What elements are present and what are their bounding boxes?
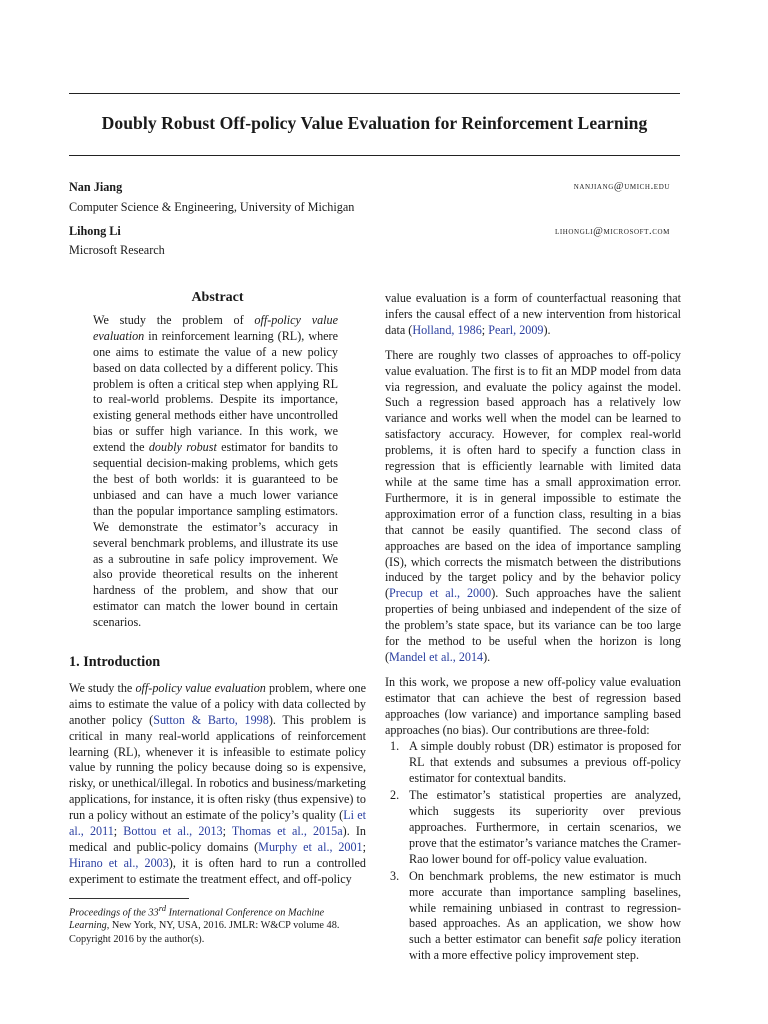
citation-link[interactable]: Precup et al., 2000 [389,586,492,601]
abstract-heading: Abstract [191,290,244,305]
right-paragraph-3: In this work, we propose a new off-policy value evaluation estimator that can achieve the best of regression based approaches (low variance) and importance sampling based approaches (no bias). Our contributions are three-fold: [385,674,681,737]
intro-paragraph: We study the off-policy value evaluation problem, where one aims to estimate the value of a policy with data collected by another policy (Sutton & Barto, 1998). This problem is critical in many real-world applications of reinforcement learning (RL), whenever it is infeasible to estimate policy value by running the policy because doing so is expensive, risky, or unethical/illegal. In robotics and business/marketing applications, for instance, it is often risky (thus expensive) to run a policy without an estimate of the policy’s quality (Li et al., 2011; Bottou et al., 2013; Thomas et al., 2015a). In medical and public-policy domains (Murphy et al., 2001; Hirano et al., 2003), it is often hard to run a controlled experiment to estimate the treatment effect, and off-policy [69,680,366,886]
footnote-text: Proceedings of the 33rd International Conference on Machine Learning, New York, NY, USA, 2016. JMLR: W&CP volume 48. Copyright 2016 by the author(s). [69,902,340,945]
citation-link[interactable]: Pearl, 2009 [488,322,544,337]
author-email-1: nanjiang@umich.edu [573,181,670,192]
abstract-body [69,313,366,631]
right-paragraph-1: value evaluation is a form of counterfactual reasoning that infers the causal effect of a new intervention from historical data (Holland, 1986; Pearl, 2009). [385,291,681,337]
paper-title: Doubly Robust Off-policy Value Evaluation for Reinforcement Learning [101,113,648,133]
citation-link[interactable]: Thomas et al., 2015a [231,824,343,839]
citation-link[interactable]: Holland, 1986 [412,322,482,337]
author-name-1: Nan Jiang [69,180,123,194]
citation-link[interactable]: Bottou et al., 2013 [123,824,223,839]
right-paragraph-2: There are roughly two classes of approaches to off-policy value evaluation. The first is to fit an MDP model from data via regression, and evaluate the policy against the model. Such a regression based approach has a relatively low variance and works well when the model can be learned to satisfactory accuracy. However, for complex real-world problems, it is often hard to specify a function class in regression that is efficiently learnable with limited data while at the same time has a small approximation error. Furthermore, it is in general impossible to estimate the approximation error of a function class, resulting in a bias that cannot be easily quantified. The second class of approaches are based on the idea of importance sampling (IS), which corrects the mismatch between the distributions induced by the target policy and by the behavior policy (Precup et al., 2000). Such approaches have the salient properties of being unbiased and independent of the size of the problem’s state space, but its variance can be too large for the method to be useful when the horizon is long (Mandel et al., 2014). [385,347,681,664]
right-column [385,291,681,965]
title-top-rule [69,93,680,94]
title-bottom-rule [69,155,680,156]
intro-heading: 1. Introduction [69,654,161,671]
list-item: 2. The estimator’s statistical properties are analyzed, which suggests its superiority over previous approaches. Furthermore, in certain scenarios, we prove that the estimator’s variance matches the Cramer-Rao lower bound for off-policy value evaluation. [390,788,681,866]
list-item: 3. On benchmark problems, the new estimator is much more accurate than importance sampling baselines, while remaining unbiased in contrast to regression-based approaches. As an application, we show how such a better estimator can benefit safe policy iteration with a more effective policy improvement step. [390,868,681,963]
list-item: 1. A simple doubly robust (DR) estimator is proposed for RL that extends and subsumes a previous off-policy estimator for contextual bandits. [390,739,681,786]
citation-link[interactable]: Murphy et al., 2001 [258,840,363,854]
footnote-block [69,898,366,946]
abstract-paragraph: We study the problem of off-policy value evaluation in reinforcement learning (RL), where one aims to estimate the value of a new policy based on data collected by a different policy. This problem is often a critical step when applying RL to real-world problems. Despite its importance, existing general methods either have uncontrolled bias or suffer high variance. In this work, we extend the doubly robust estimator for bandits to sequential decision-making problems, which gets the best of both worlds: it is guaranteed to be unbiased and can have a much lower variance than the popular importance sampling estimators. We demonstrate the estimator’s accuracy in several benchmark problems, and illustrate its use as a subroutine in safe policy improvement. We also provide theoretical results on the inherent hardness of the problem, and show that our estimator can match the lower bound in certain scenarios. [93,312,339,630]
author-email-2: lihongli@microsoft.com [554,226,670,237]
left-column [69,290,366,946]
author-affiliation-2: Microsoft Research [69,243,165,257]
contributions-list [385,739,681,964]
citation-link[interactable]: Hirano et al., 2003 [69,855,169,870]
citation-link[interactable]: Mandel et al., 2014 [389,649,484,664]
author-name-2: Lihong Li [69,224,121,238]
citation-link[interactable]: Li et al., 2011 [69,808,366,839]
citation-link[interactable]: Sutton & Barto, 1998 [153,712,269,727]
footnote-rule [69,898,189,899]
author-affiliation-1: Computer Science & Engineering, University of Michigan [69,200,355,214]
